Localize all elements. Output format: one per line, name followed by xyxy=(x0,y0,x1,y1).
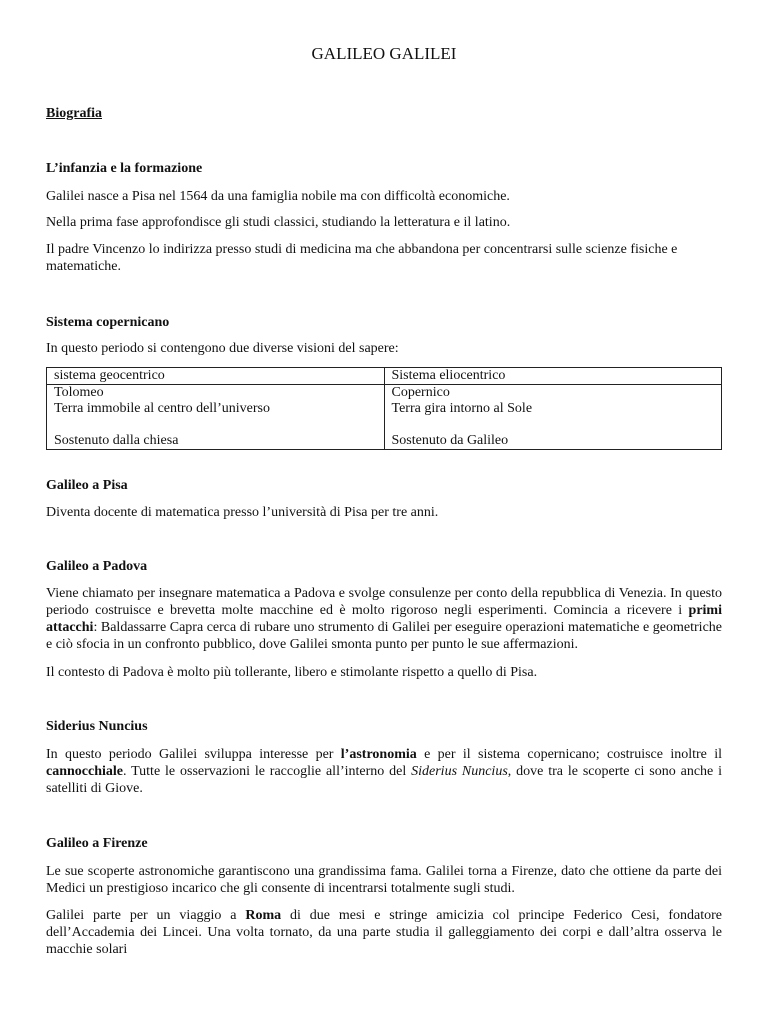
firenze-text: Galilei parte per un viaggio a xyxy=(46,908,246,923)
table-header-heliocentric: Sistema eliocentrico xyxy=(384,368,722,385)
infanzia-paragraph-3 xyxy=(46,241,722,275)
table-cell-line: Tolomeo xyxy=(54,385,104,400)
infanzia-paragraph-3-line-2: matematiche. xyxy=(46,259,122,274)
pisa-paragraph: Diventa docente di matematica presso l’università di Pisa per tre anni. xyxy=(46,505,439,520)
systems-comparison-table xyxy=(46,367,722,450)
table-cell-line: Terra gira intorno al Sole xyxy=(391,401,533,416)
copernicano-intro: In questo periodo si contengono due diverse visioni del sapere: xyxy=(46,341,399,356)
biografia-heading: Biografia xyxy=(46,106,102,121)
infanzia-paragraph-3-line-1: Il padre Vincenzo lo indirizza presso studi di medicina ma che abbandona per concentrarsi sulle scienze fisiche e xyxy=(46,242,678,257)
padova-heading: Galileo a Padova xyxy=(46,559,148,574)
siderius-text: , dove tra le scoperte ci sono anche i satelliti di Giove. xyxy=(46,764,723,796)
table-cell-line: Copernico xyxy=(391,385,450,400)
firenze-heading: Galileo a Firenze xyxy=(46,836,148,851)
table-row xyxy=(47,385,722,450)
siderius-text: In questo periodo Galilei sviluppa interesse per xyxy=(46,747,341,762)
copernicano-heading: Sistema copernicano xyxy=(46,315,170,330)
firenze-paragraph-2 xyxy=(46,907,722,958)
table-cell-line: Terra immobile al centro dell’universo xyxy=(54,401,270,416)
padova-paragraph-2: Il contesto di Padova è molto più tollerante, libero e stimolante rispetto a quello di Pisa. xyxy=(46,665,538,680)
siderius-paragraph xyxy=(46,746,722,797)
siderius-bold-text: cannocchiale xyxy=(46,764,123,779)
pisa-heading: Galileo a Pisa xyxy=(46,478,128,493)
siderius-text: e per il sistema copernicano; costruisce inoltre il xyxy=(416,747,722,762)
infanzia-paragraph-2: Nella prima fase approfondisce gli studi classici, studiando la letteratura e il latino. xyxy=(46,215,511,230)
table-header-geocentric: sistema geocentrico xyxy=(47,368,385,385)
infanzia-heading: L’infanzia e la formazione xyxy=(46,161,203,176)
siderius-italic-text: Siderius Nuncius xyxy=(411,764,508,779)
infanzia-paragraph-1: Galilei nasce a Pisa nel 1564 da una famiglia nobile ma con difficoltà economiche. xyxy=(46,189,510,204)
table-header-row xyxy=(47,368,722,385)
siderius-text: . Tutte le osservazioni le raccoglie all’interno del xyxy=(123,764,412,779)
firenze-text: di due mesi e stringe amicizia col principe Federico Cesi, fondatore dell’Accademia dei Lincei. Una volta tornato, da una parte studia il galleggiamento dei corpi e dall’altra osserva le macchie solari xyxy=(46,908,722,957)
padova-text: Viene chiamato per insegnare matematica a Padova e svolge consulenze per conto della repubblica di Venezia. In questo periodo costruisce e brevetta molte macchine ed è molto rigoroso negli esperimenti. Comincia a ricevere i xyxy=(46,586,722,618)
firenze-paragraph-1: Le sue scoperte astronomiche garantiscono una grandissima fama. Galilei torna a Firenze, dato che ottiene da parte dei Medici un prestigioso incarico che gli consente di incentrarsi totalmente sugli studi. xyxy=(46,864,722,896)
padova-paragraph-1 xyxy=(46,585,722,653)
siderius-bold-text: l’astronomia xyxy=(340,747,417,762)
document-title: GALILEO GALILEI xyxy=(311,44,457,63)
table-cell-heliocentric xyxy=(384,385,722,450)
firenze-bold-text: Roma xyxy=(245,908,282,923)
table-cell-line: Sostenuto da Galileo xyxy=(391,433,509,448)
table-cell-line: Sostenuto dalla chiesa xyxy=(54,433,179,448)
table-cell-geocentric xyxy=(47,385,385,450)
padova-bold-text: primi attacchi xyxy=(46,603,722,635)
padova-text: : Baldassarre Capra cerca di rubare uno strumento di Galilei per eseguire operazioni matematiche e geometriche e ciò sfocia in un confronto pubblico, dove Galilei smonta punto per punto le sue affermazioni. xyxy=(46,620,722,652)
siderius-heading: Siderius Nuncius xyxy=(46,719,148,734)
